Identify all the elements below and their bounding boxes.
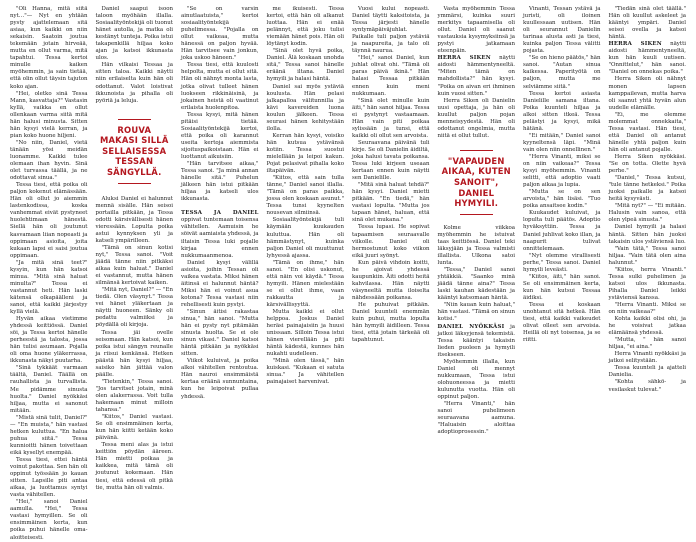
paragraph: Tessa lupasi. He sopivat tapaamisen seuraavalle viikolle. Daniel oli hermostunut koko viikon eikä juuri syönyt. — [352, 224, 430, 259]
pull-quote-rule — [460, 150, 494, 151]
paragraph: "Minä olen tässä," hän kuiskasi. "Kukaan ei satuta sinua." Ja vähitellen painajaiset harvenivat. — [266, 358, 344, 386]
paragraph: "Tämä on ihme," hän sanoi. "En olisi uskonut, että näin voi käydä." Tessa hymyili. Hänen mielestään se ei ollut ihme, vaan rakkautta ja kärsivällisyyttä. — [266, 259, 344, 308]
text-column-6 — [438, 6, 516, 444]
paragraph: Seuraavana päivänä tuli kirje. Se oli Danielin äidiltä, joka halusi tavata poikansa. Tessa luki kirjeen useaan kertaan ennen kuin näytti sen Danielille. — [352, 139, 430, 182]
paragraph: "Ei, me olemme molemmat onnekkaita," Tessa vastasi. Hän tiesi, että Daniel oli antanut hänelle yhtä paljon kuin hän oli antanut pojalle. — [608, 111, 686, 153]
paragraph: "Mutta, " hän sanoi hiljaa, "ei aina." — [608, 337, 686, 351]
paragraph: Tessa ei koskaan unohtanut sitä hetkeä. Hän tiesi, että kaikki vaikeudet olivat olleet sen arvoisia. Heillä oli nyt toisensa, ja se riitti. — [523, 301, 601, 344]
paragraph: Herra Vinanti nyökkäsi ja jatkoi selitystään. — [608, 351, 686, 365]
section-lead-in: TESSA JA DANIEL — [181, 210, 259, 217]
paragraph: "Mistä sinä tulit, Daniel?" — "En muista," hän vastasi hetken kuluttua. "En halua puhua siitä." Tessa kunnioitti hänen toivettaan eikä kysellyt enempää. — [10, 414, 88, 456]
paragraph: "Kiitos, että sain tulla tänne," Daniel sanoi illalla. "Tämä on paras paikka, jossa olen koskaan asunut." Tessa tunsi kyynelten nousevan silmiinsä. — [266, 175, 344, 217]
paragraph: Tessa tiesi, ettei häntä voinut pakottaa. Sen hän oli oppinut työssään jo kauan sitten. Lapsille piti antaa aikaa, ja luottamus syntyi vasta vähitellen. — [10, 457, 88, 499]
paragraph: "Kiitos, herra Vinanti." Tessa sulki puhelimen ja katsoi ulos ikkunasta. Pihalla Daniel leikki ystäviensä kanssa. — [608, 266, 686, 301]
paragraph: "Tietenkin," Tessa sanoi. "Jos tarvitset jotain, minä olen alakerrassa. Voit tulla hakemaan minut milloin tahansa." — [95, 378, 173, 414]
paragraph: Mutta kaikki ei ollut helppoa. Joskus Daniel heräsi painajaisiin ja huusi unissaan. Silloin Tessa istui hänen vierellään ja piti häntä kädestä, kunnes hän nukahti uudelleen. — [266, 309, 344, 358]
paragraph: Tessa kysyi, mitä hänen pitäisi tietää. Sosiaalityöntekijä kertoi, että poika oli karannut useita kertoja aiemmista sijoituspaikoistaan. Hän ei luottanut aikuisiin. — [181, 111, 259, 160]
paragraph: "Hei, oletko sinä Tessa Mann, kasvattaja?" Vastasin kyllä, vaikka en ollut ollenkaan varma siitä mitä hän halusi minusta. Sitten hän kysyi vielä kerran, ja pian koko huone hiljeni. — [10, 90, 88, 139]
paragraph: "Se on varsin ainutlaatuista," kertoi sosiaalityöntekijä puhelimessa. "Pojalla on ollut vaikeaa, mutta hänessä on paljon hyvää. Hän tarvitsee vain jonkun, joka uskoo häneen." — [181, 6, 259, 62]
text-column-3 — [181, 6, 259, 444]
paragraph: Tessa kertoi asiasta Danielille samana iltana. Poika kuunteli hiljaa ja alkoi sitten itkeä. Tessa pelästyi ja kysyi, mikä hätänä. — [523, 90, 601, 132]
paragraph: Tessa jäi ovelle seisomaan. Hän katsoi, kun poika istui sängyn reunalle ja riisui kenkänsä. Hetken päästä hän kysyi hiljaa, saisiko hän jättää valon päälle. — [95, 329, 173, 378]
paragraph: Kerran hän kysyi, voisiko hän kutsua ystävänsä kotiin. Tessa suostui mielellään ja leipoi kakun. Pojat pelasivat pihalla koko iltapäivän. — [266, 132, 344, 175]
paragraph: me ikuisesti. Tessa kertoi, että hän oli alkanut luottaa. Hän ei enää pelännyt, että joku tulisi viemään hänet pois. Hän oli löytänyt kodin. — [266, 6, 344, 48]
pull-quote — [442, 150, 512, 215]
text-column-5 — [352, 6, 430, 444]
paragraph: "Mutta se on sen arvoista," hän lisäsi. "Tuo poika ansaitsee kodin." — [523, 189, 601, 210]
pull-quote-text: "VAPAUDEN AIKAA, KUTEN SANOIT", DANIEL HYMYILI. — [441, 155, 511, 209]
paragraph-text: näytti aidosti hämmentyneeltä, kun hän kuuli uutisen. "Onnittelut," hän sanoi. "Daniel on onnekas poika." — [608, 41, 686, 76]
paragraph: "No niin, Daniel, vietä tänään yösi meidän luonamme. Kaikki tulee olemaan ihan hyvin. Sinä olet turvassa täällä, ja ne odottavat sinua." — [10, 139, 88, 182]
paragraph: "Kiitos," Daniel vastasi. Se oli ensimmäinen kerta, kun hän kiitti ketään koko päivänä. — [95, 414, 173, 442]
section-lead-in: DANIEL NYÖKKÄSI — [437, 323, 505, 330]
section-lead-in: HERRA SIKEN — [437, 55, 491, 62]
paragraph: "Sinä olet minulle kuin äiti," hän sanoi hiljaa. Tessa ei pystynyt vastaamaan. Hän vain piti poikaa sylissään ja tunsi, että kaikki oli ollut sen arvoista. — [352, 97, 430, 139]
paragraph: "Vain tätä," Tessa sanoi hiljaa. "Vain tätä olen aina halunnut." — [608, 245, 686, 266]
text-column-8 — [609, 6, 687, 444]
paragraph: "Hei," sanoi Daniel, kun juhlat olivat ohi. "Tämä oli paras päivä ikinä." Hän halasi Tessaa pitkään ennen kuin meni nukkumaan. — [352, 55, 430, 97]
text-column-1 — [10, 6, 88, 541]
paragraph: He puhuivat pitkään. Daniel kuunteli enemmän kuin puhui, mutta lopulta hän hymyili äidilleen. Tessa tiesi, että jotain tärkeää oli tapahtunut. — [352, 301, 430, 344]
paragraph: Tessa tiesi, että kuulosti helpolta, mutta ei ollut sitä. Hän oli nähnyt monta lasta, jotka olivat tulleet hänen luokseen rikkinäisinä, ja jokainen heistä oli vaatinut erilaista huolenpitoa. — [181, 62, 259, 111]
paragraph: Viikot kuluivat, ja poika alkoi vähitellen rentoutua. Hän nauroi ensimmäistä kertaa eräänä sunnuntaina, kun he leipoivat pullaa yhdessä. — [181, 358, 259, 400]
paragraph — [438, 55, 516, 97]
paragraph: Daniel sai myös ystäviä koulusta. Hän pelasi jalkapalloa välitunnilla ja kävi kavereiden luona koulun jälkeen. Tessa seurasi hänen kehitystään ilolla. — [266, 83, 344, 132]
paragraph: Herra Siken nyökkäsi. "Se on totta. Olette hyvä perhe." — [608, 153, 686, 175]
paragraph: "Mitä nyt, Daniel?" — "En tiedä. Olen väsynyt." Tessa vei hänet yläkertaan ja näytti huoneen. Sänky oli pedattu valmiiksi ja pöydällä oli kirjoja. — [95, 287, 173, 329]
paragraph: Sosiaalityöntekijä tuli käymään kuukauden kuluttua. Hän oli hämmästynyt, kuinka paljon Daniel oli muuttunut lyhyessä ajassa. — [266, 217, 344, 259]
paragraph: Myöhemmin illalla, kun Daniel oli mennyt nukkumaan, Tessa istui olohuoneessa ja mietti kulunutta vuotta. Hän oli oppinut paljon. — [437, 358, 515, 400]
paragraph: "Tämä on sinun kotisi nyt," Tessa sanoi. "Voit jäädä tänne niin pitkäksi aikaa kuin haluat." Daniel ei vastannut, mutta hänen silmänsä kertoivat kaiken. — [95, 244, 173, 287]
paragraph: "Ja mitä sinä teet?" kysyin, kun hän katsoi minua. "Mitä sinä haluat minulta?" Tessa ei vastannut heti. Hän laski kätensä olkapäälleni ja sanoi, että kaikki järjestyy kyllä vielä. — [10, 259, 88, 316]
paragraph: Tessa meni alas ja istui keittiön pöydän ääreen. Hän mietti poikaa ja kaikkea, mitä tämä oli joutunut kokemaan. Hän tiesi, että edessä oli pitkä tie, mutta hän oli valmis. — [95, 442, 173, 491]
paragraph: "Herra Vinanti," hän sanoi puhelimeen seuraavana aamuna. "Haluaisin aloittaa adoptioprosessin." — [437, 401, 515, 436]
paragraph: Kolme viikkoa myöhemmin he istuivat taas keittiössä. Daniel teki läksyjään ja Tessa valmisti illallista. Ulkona satoi lunta. — [437, 224, 515, 267]
paragraph: "Kiitos, äiti," hän sanoi. Se oli ensimmäinen kerta, kun hän kutsui Tessaa äidiksi. — [523, 273, 601, 301]
paragraph: Kun päivä vihdoin koitti, he ajoivat yhdessä kaupunkiin. Äiti odotti heitä kahvilassa. Hän näytti väsyneeltä mutta iloiselta nähdessään poikansa. — [352, 259, 430, 301]
paragraph: Herra Siken oli nähnyt monen lapsen kamppailevan, mutta harva oli saanut yhtä hyvän alun uudelle elämälle. — [608, 76, 686, 111]
paragraph — [609, 41, 687, 76]
paragraph — [438, 324, 516, 359]
paragraph: "Hän tarvitsee aikaa," Tessa sanoi. "Ja minä annan hänelle sitä." Puhelun jälkeen hän istui pitkään hiljaa ja katseli ulos ikkunasta. — [181, 161, 259, 203]
paragraph: "Kohta sähkö- ja vesilaskut tulevat." — [608, 379, 686, 393]
paragraph: "Mitä sinä haluat tehdä?" hän kysyi. Daniel mietti pitkään. "En tiedä," hän vastasi lopulta. "Mutta jos tapaan hänet, haluan, että sinä olet mukana." — [352, 182, 430, 224]
paragraph-text: oppivat tuntemaan toisensa vähitellen. Aamuisin he söivät aamiaista yhdessä, ja iltaisin Tessa luki pojalle kirjaa ennen nukkumaanmenoa. — [181, 217, 259, 259]
text-column-2 — [95, 6, 174, 491]
pull-quote-rule — [118, 119, 152, 120]
pull-quote — [100, 119, 170, 184]
paragraph: "Oli Hanna, mitä siitä nyt…"— Nyt en yhtään pysty ajattelemaan sitä asiaa, kun kaikki on niin sekaisin. Saatoin joutua tekemään jotain hirveää, mutta en ollut varma, mitä tapahtui. Tessa kertoi minulle kaiken myöhemmin, ja sain tietää, että olin ollut täysin tajuton koko ajan. — [10, 6, 88, 90]
paragraph: "Tessa," Daniel sanoi yhtäkkiä. "Saanko minä jäädä tänne aina?" Tessa laski kauhan kädestään ja kääntyi katsomaan häntä. — [437, 267, 515, 302]
paragraph: "Herra Vinanti. Miksi se on niin vaikeaa?" — [608, 301, 686, 316]
paragraph: "Daniel," Tessa kutsui, "tule tänne hetkeksi." Poika juoksi paikalle ja katsoi heitä kysyvästi. — [608, 175, 686, 203]
paragraph: Daniel kysyi välillä asioita, joihin Tessan oli vaikea vastata. Miksi hänen äitinsä ei halunnut häntä? Miksi hän ei voinut asua kotona? Tessa vastasi niin rehellisesti kuin pystyi. — [181, 259, 259, 308]
paragraph-text: näytti aidosti hämmentyneeltä. "Miten tämä on mahdollista?" hän kysyi. "Poika on aivan eri ihminen kuin vuosi sitten." — [437, 55, 515, 97]
text-column-4 — [267, 6, 345, 444]
section-lead-in: HERRA SIKEN — [608, 41, 662, 48]
pull-quote-rule — [118, 183, 152, 184]
paragraph: "Sinä tykkäät varmaan täältä, Daniel. Täällä on rauhallista ja turvallista. Me pidämme sinusta huolta." Daniel nyökkäsi hiljaa, mutta ei sanonut mitään. — [10, 365, 88, 414]
paragraph: Daniel saapui isoon taloon myöhään illalla. Sosiaalityöntekijä oli tuonut hänet autolla, ja matka oli kestänyt tunteja. Poika istui takapenkillä hiljaa koko ajan ja katsoi ikkunasta ulos. — [95, 6, 173, 62]
paragraph: "Mitä nyt?" — "Ei mitään. Halusin vain sanoa, että olen ylpeä sinusta." — [608, 203, 686, 224]
paragraph: Kuukaudet kuluivat, ja lopulta tuli päätös. Adoptio hyväksyttiin. Tessa ja Daniel juhlivat koko illan, ja naapurit tulivat onnittelemaan. — [523, 210, 601, 252]
text-column-7 — [523, 6, 601, 444]
section-break — [181, 203, 259, 210]
paragraph-text: ja jatkoi läksyjensä tekemistä. Tessa kääntyi takaisin lieden puoleen ja hymyili itsekseen. — [437, 323, 515, 358]
paragraph: "Sinä olet hyvä poika, Daniel. Älä koskaan unohda sitä," Tessa sanoi hänelle eräänä iltana. Daniel hymyili ja halasi häntä. — [266, 48, 344, 83]
paragraph — [181, 210, 259, 259]
paragraph: Vasta myöhemmin Tessa ymmärsi, kuinka suuri merkitys tapaamisella oli ollut. Daniel oli saanut vastauksia kysymyksiinsä ja pystyi jatkamaan eteenpäin. — [437, 6, 515, 55]
paragraph: Hän vilkaisi Tessaa ja sitten taloa. Kaikki näytti niin erilaiselta kuin hän oli odottanut. Valot loistivat ikkunoista ja pihalla oli pyöriä ja leluja. — [95, 62, 173, 104]
paragraph: Aluksi Daniel ei halunnut mennä sisälle. Hän seisoi portailla pitkään, ja Tessa odotti kärsivällisesti hänen vieressään. Lopulta poika astui kynnyksen yli ja katseli ympärilleen. — [95, 195, 173, 244]
article-columns — [10, 6, 686, 541]
paragraph: "Tiedän sinä olet täällä." Hän oli kuullut askeleet ja kääntyi ympäri. Daniel seisoi ovella ja katsoi häntä. — [608, 6, 686, 41]
paragraph: Vuosi kului nopeasti. Daniel täytti kaksitoista, ja Tessa järjesti hänelle syntymäpäiväjuhlat. Paikalle tuli paljon ystäviä ja naapureita, ja talo oli täynnä naurua. — [352, 6, 430, 55]
paragraph: Hyvän aikaa vietimme yhdessä keittiössä. Daniel söi, ja Tessa kertoi hänelle perheestä ja talosta, jossa hän tulisi asumaan. Pojalla oli oma huone yläkerrassa, ikkunasta näkyi puutarha. — [10, 316, 88, 365]
pull-quote-rule — [460, 214, 494, 215]
paragraph: "Hei," sanoi Daniel aamulla. "Hei," Tessa vastasi hymyillen. Se oli ensimmäinen kerta, kun poika puhui hänelle oma-aloitteisesti. — [10, 499, 88, 541]
paragraph: "Ei mitään," Daniel sanoi kyyneltensä läpi. "Minä vain olen niin onnellinen." — [523, 132, 601, 153]
pull-quote-text: ROUVA MAKASI SILLÄ SELLAISESSA TESSAN SÄNGYLLÄ. — [99, 124, 169, 178]
paragraph: Tessa kuunteli ja ajatteli Danielia. — [608, 365, 686, 379]
paragraph: "Herra Vinanti, miksi se on niin vaikeaa?" Tessa kysyi myöhemmin. Vinanti selitti, että adoptio vaati paljon aikaa ja lupia. — [523, 153, 601, 189]
paragraph: Tessa tiesi, että poika oli paljon kokenut elämässään. Hän oli ollut jo aiemmin lastenkodissa, koska vanhemmat eivät pystyneet huolehtimaan hänestä. Siellä hän oli joutunut kasvamaan liian nopeasti ja oppimaan asioita, joita kukaan lapsi ei saisi joutua oppimaan. — [10, 182, 88, 259]
paragraph: "Niin kauan kuin haluat," hän vastasi. "Tämä on sinun kotisi." — [437, 302, 515, 323]
paragraph: Kohta kaikki olisi ohi, ja he voisivat jatkaa elämäänsä yhdessä. — [608, 316, 686, 337]
paragraph: "Se on hieno päätös," hän sanoi. "Autan sinua kaikessa. Paperityötä on paljon, mutta me selviämme siitä." — [523, 55, 601, 90]
paragraph: Herra Siken oli Danielin uusi opettaja, ja hän oli kuullut paljon pojan menneisyydestä. Hän oli odottanut ongelmia, mutta niitä ei ollut tullut. — [437, 97, 515, 139]
paragraph: Vinanti, Tessan ystävä ja juristi, oli iloinen kuullessaan uutisen. Hän oli seurannut Danielin tarinaa alusta asti ja tiesi, kuinka paljon Tessa välitti pojasta. — [523, 6, 601, 55]
paragraph: "Sinun äitisi rakastaa sinua," hän sanoi. "Mutta hän ei pysty nyt pitämään sinusta huolta. Se ei ole sinun vikasi." Daniel katsoi häntä pitkään ja nyökkäsi sitten. — [181, 308, 259, 358]
paragraph: "Nyt olemme virallisesti perhe," Tessa sanoi. Daniel hymyili leveästi. — [523, 252, 601, 273]
paragraph: Daniel hymyili ja halasi häntä. Sitten hän juoksi takaisin ulos ystäviensä luo. — [608, 224, 686, 245]
